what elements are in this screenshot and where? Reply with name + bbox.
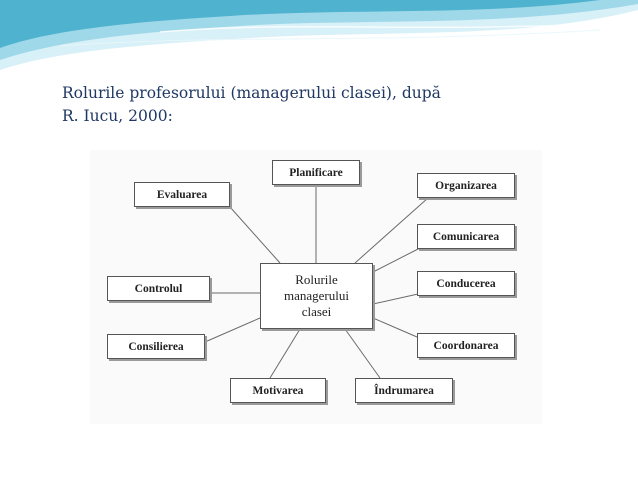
connector-indrumarea bbox=[345, 329, 380, 378]
title-line-2: R. Iucu, 2000: bbox=[62, 107, 173, 125]
node-consilierea: Consilierea bbox=[107, 334, 205, 359]
node-planificare: Planificare bbox=[272, 160, 360, 185]
node-conducerea: Conducerea bbox=[417, 271, 515, 296]
center-line-2: managerului bbox=[284, 288, 349, 303]
node-motivarea: Motivarea bbox=[230, 378, 326, 403]
connector-conducerea bbox=[373, 294, 418, 304]
node-indrumarea: Îndrumarea bbox=[355, 378, 453, 403]
connector-motivarea bbox=[270, 329, 300, 378]
center-line-3: clasei bbox=[301, 304, 332, 319]
center-line-1: Rolurile bbox=[295, 272, 338, 287]
title-line-1: Rolurile profesorului (managerului clasei), după bbox=[62, 84, 441, 102]
node-coordonarea: Coordonarea bbox=[417, 333, 515, 358]
connector-consilierea bbox=[205, 318, 260, 342]
connector-evaluarea bbox=[230, 207, 280, 263]
node-controlul: Controlul bbox=[107, 276, 210, 301]
node-comunicarea: Comunicarea bbox=[417, 224, 515, 249]
center-node bbox=[260, 263, 373, 329]
connector-coordonarea bbox=[373, 318, 417, 337]
node-evaluarea: Evaluarea bbox=[134, 182, 230, 207]
connector-comunicarea bbox=[373, 248, 420, 272]
node-organizarea: Organizarea bbox=[417, 173, 515, 198]
